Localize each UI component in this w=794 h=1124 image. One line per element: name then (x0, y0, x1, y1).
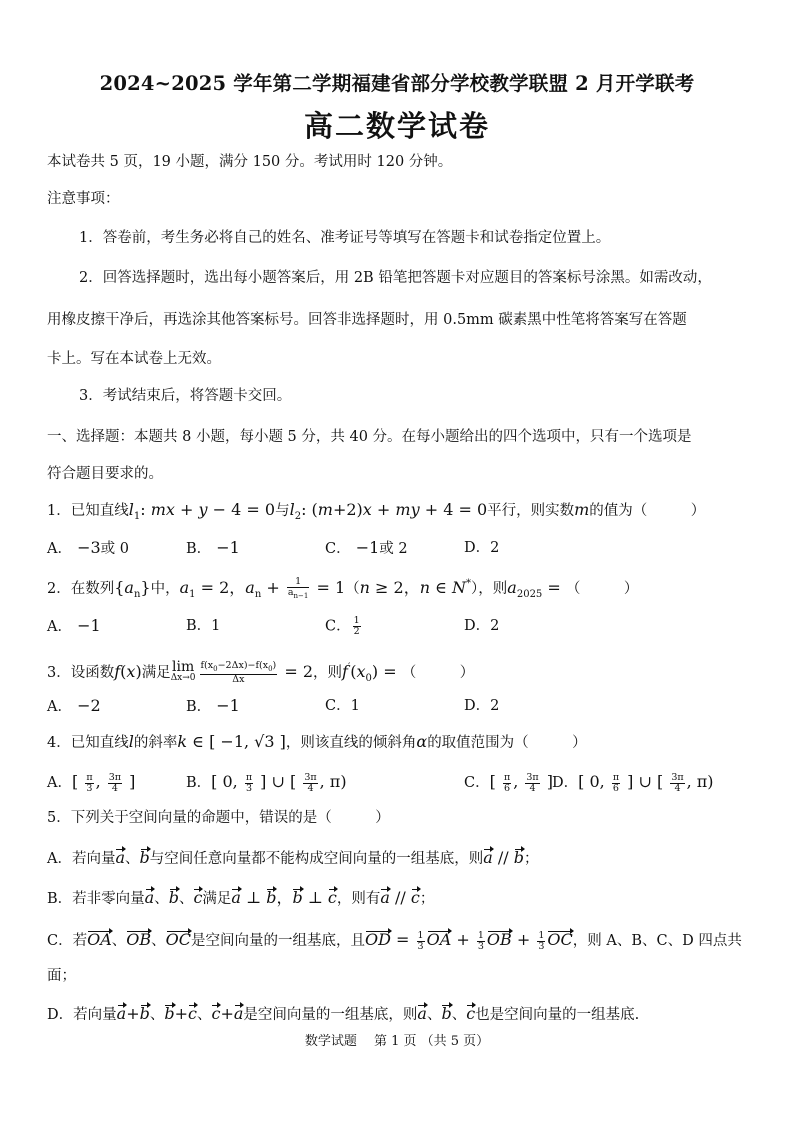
exam-title: 2024~2025 学年第二学期福建省部分学校教学联盟 2 月开学联考 (99, 72, 695, 95)
notice-heading: 注意事项： (47, 191, 120, 207)
question-2-option-c: C． $\frac{1}{2}$ (325, 615, 360, 637)
question-3-option-c: C．1 (325, 698, 360, 714)
question-4-option-b: B．[ 0, $\frac{\pi}{3}$ ] ∪ [ $\frac{3\pi}{4}$ , π) (186, 771, 347, 794)
question-3-option-b: B． −1 (186, 696, 240, 715)
section-1-line-2: 符合题目要求的。 (47, 466, 163, 482)
question-5-option-a: A．若向量a、b与空间任意向量都不能构成空间向量的一组基底，则a // b； (47, 848, 539, 867)
question-5-option-d: D．若向量a+b、b+c、c+a是空间向量的一组基底，则a、b、c也是空间向量的一组基底. (47, 1004, 640, 1023)
notice-item-2-line-2: 用橡皮擦干净后，再选涂其他答案标号。回答非选择题时，用 0.5mm 碳素黑中性笔将答案写在答题 (47, 312, 687, 328)
notice-item-1: 1．答卷前，考生务必将自己的姓名、准考证号等填写在答题卡和试卷指定位置上。 (79, 230, 611, 246)
question-1-option-d: D．2 (464, 540, 500, 556)
question-4-option-d: D．[ 0, $\frac{\pi}{6}$ ] ∪ [ $\frac{3\pi}{4}$ , π) (552, 771, 714, 794)
question-2-stem: 2．在数列$\{a_n\}$中，$a_1 = 2$，$a_n$ + $\frac{1}{a_{n-1}}$ = 1（n ≥ 2，n ∈ N*），则$a_{2025}$ = （ ） (47, 576, 639, 600)
question-4-option-c: C．[ $\frac{\pi}{6}$ , $\frac{3\pi}{4}$ ] (464, 771, 553, 794)
question-5-option-c-line-2: 面； (47, 968, 76, 984)
question-5-option-b: B．若非零向量a、b、c满足a ⊥ b，b ⊥ c，则有a // c； (47, 888, 435, 907)
notice-item-2-line-3: 卡上。写在本试卷上无效。 (47, 351, 221, 367)
question-3-stem: 3．设函数f(x)满足 lim Δx→0 $\frac{f(x_0-2\Delta x)-f(x_0)}{\Delta x}$ = 2，则$f'(x_0)$ = （ ） (47, 659, 475, 685)
notice-item-2-line-1: 2．回答选择题时，选出每小题答案后，用 2B 铅笔把答题卡对应题目的答案标号涂黑。如需改动， (79, 270, 712, 286)
question-1-option-b: B． −1 (186, 538, 240, 557)
question-1-option-c: C． −1或 2 (325, 538, 408, 557)
section-1-line-1: 一、选择题：本题共 8 小题，每小题 5 分，共 40 分。在每小题给出的四个选项中，只有一个选项是 (47, 429, 692, 445)
question-1-stem: 1．已知直线$l_1$: mx + y − 4 = 0与$l_2$: (m+2)x + my + 4 = 0平行，则实数m的值为（ ） (47, 500, 706, 522)
question-4-stem: 4．已知直线l的斜率k ∈ [ −1, √3 ]，则该直线的倾斜角α的取值范围为（ ） (47, 732, 587, 751)
question-1-option-a: A． −3或 0 (47, 538, 129, 557)
question-5-stem: 5．下列关于空间向量的命题中，错误的是（ ） (47, 810, 390, 826)
question-2-option-d: D．2 (464, 618, 500, 634)
question-4-option-a: A．[ $\frac{\pi}{3}$ , $\frac{3\pi}{4}$ ] (47, 771, 136, 794)
question-5-option-c: C．若OA、OB、OC是空间向量的一组基底，且OD = $\frac{1}{3}$ OA + $\frac{1}{3}$ OB + $\frac{1}{3}$ OC，则 A、B、C、D 四点共 (47, 929, 742, 952)
notice-item-3: 3．考试结束后，将答题卡交回。 (79, 388, 292, 404)
intro-text: 本试卷共 5 页，19 小题，满分 150 分。考试用时 120 分钟。 (47, 154, 453, 170)
question-3-option-d: D．2 (464, 698, 500, 714)
question-3-option-a: A． −2 (47, 696, 101, 715)
question-2-option-b: B．1 (186, 618, 221, 634)
question-2-option-a: A． −1 (47, 616, 101, 635)
subject-title: 高二数学试卷 (303, 109, 490, 143)
page-footer: 数学试题 第 1 页 （共 5 页） (304, 1034, 490, 1049)
